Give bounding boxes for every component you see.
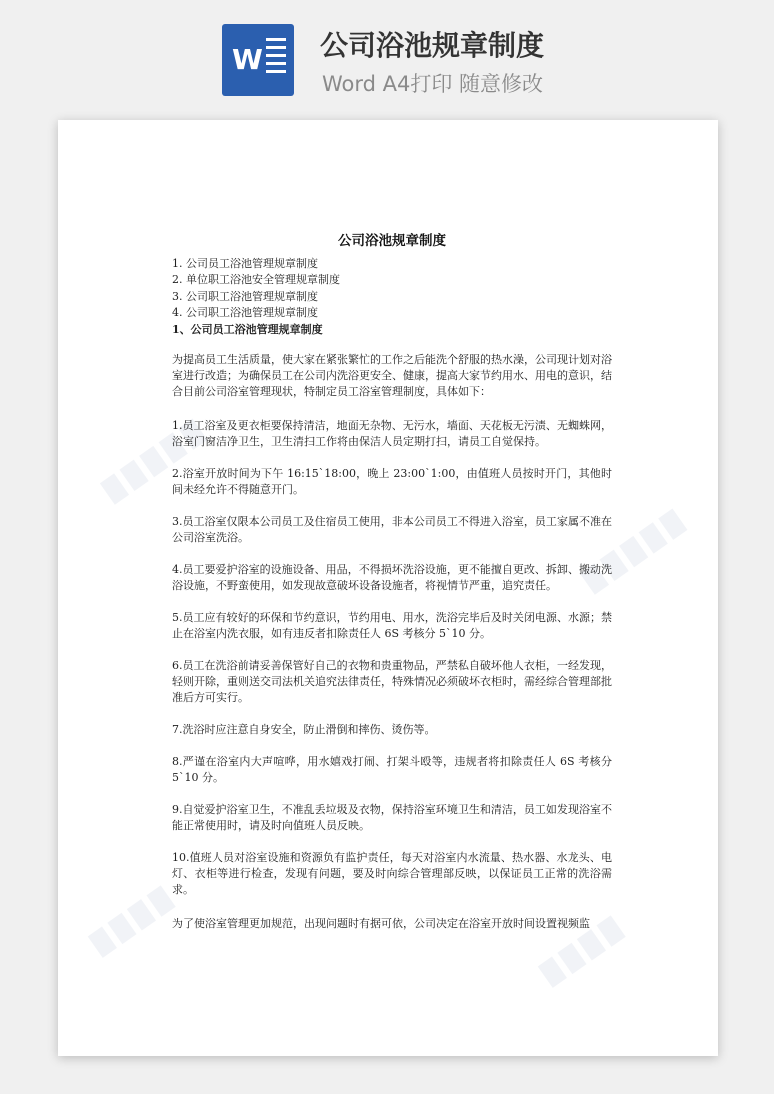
watermark-graphic: █ █ █ █ <box>538 916 626 989</box>
toc-item: 1. 公司员工浴池管理规章制度 <box>172 257 318 270</box>
document-page <box>58 120 718 1056</box>
toc-item: 4. 公司职工浴池管理规章制度 <box>172 306 318 320</box>
rule-paragraph: 1.员工浴室及更衣柜要保持清洁，地面无杂物、无污水，墙面、天花板无污渍、无蜘蛛网，浴室门窗洁净卫生，卫生清扫工作将由保洁人员定期打扫，请员工自觉保持。 <box>172 419 612 448</box>
watermark-graphic: █ █ █ █ <box>88 886 176 959</box>
rule-paragraph: 10.值班人员对浴室设施和资源负有监护责任，每天对浴室内水流量、热水器、水龙头、电灯、衣柜等进行检查，发现有问题，要及时向综合管理部反映，以保证员工正常的洗浴需求。 <box>172 851 612 896</box>
intro-paragraph: 为提高员工生活质量，使大家在紧张繁忙的工作之后能洗个舒服的热水澡，公司现计划对浴室进行改造；为确保员工在公司内洗浴更安全、健康，提高大家节约用水、用电的意识，结合目前公司浴室管理现状，特制定员工浴室管理制度，具体如下： <box>172 353 612 398</box>
watermark-graphic: █ █ █ █ █ <box>101 419 208 506</box>
rule-paragraph: 3.员工浴室仅限本公司员工及住宿员工使用，非本公司员工不得进入浴室，员工家属不准在公司浴室洗浴。 <box>172 515 612 544</box>
document-title: 公司浴池规章制度 <box>320 29 545 62</box>
section-heading: 1、公司员工浴池管理规章制度 <box>172 322 323 336</box>
document-lines-icon <box>266 38 286 78</box>
rule-paragraph: 9.自觉爱护浴室卫生，不准乱丢垃圾及衣物，保持浴室环境卫生和清洁，员工如发现浴室不能正常使用时，请及时向值班人员反映。 <box>172 803 612 832</box>
rule-paragraph: 8.严谨在浴室内大声喧哗，用水嬉戏打闹、打架斗殴等，违规者将扣除责任人 6S 考核分 5`10 分。 <box>172 755 612 784</box>
rule-paragraph: 4.员工要爱护浴室的设施设备、用品，不得损坏洗浴设施，更不能擅自更改、拆卸、搬动洗浴设施，不野蛮使用，如发现故意破坏设备设施者，将视情节严重，追究责任。 <box>172 563 612 592</box>
preview-header <box>0 0 774 118</box>
watermark-graphic: █ █ █ █ █ <box>581 509 688 596</box>
toc-item: 3. 公司职工浴池管理规章制度 <box>172 289 318 303</box>
rule-paragraph: 5.员工应有较好的环保和节约意识，节约用电、用水，洗浴完毕后及时关闭电源、水源；禁止在浴室内洗衣服，如有违反者扣除责任人 6S 考核分 5`10 分。 <box>172 611 612 640</box>
word-logo-letter: W <box>232 43 263 76</box>
word-document-icon <box>222 24 294 96</box>
rule-paragraph: 2.浴室开放时间为下午 16:15`18:00，晚上 23:00`1:00，由值班人员按时开门，其他时间未经允许不得随意开门。 <box>172 467 612 496</box>
page-heading: 公司浴池规章制度 <box>338 233 446 249</box>
table-of-contents <box>172 256 612 338</box>
rule-paragraph: 7.洗浴时应注意自身安全，防止滑倒和摔伤、烫伤等。 <box>172 723 436 736</box>
toc-item: 2. 单位职工浴池安全管理规章制度 <box>172 273 340 287</box>
document-subtitle: Word A4打印 随意修改 <box>322 72 544 96</box>
closing-paragraph: 为了使浴室管理更加规范，出现问题时有据可依，公司决定在浴室开放时间设置视频监 <box>172 917 590 930</box>
rule-paragraph: 6.员工在洗浴前请妥善保管好自己的衣物和贵重物品，严禁私自破坏他人衣柜，一经发现，轻则开除，重则送交司法机关追究法律责任，特殊情况必须破坏衣柜时，需经综合管理部批准后方可实行。 <box>172 659 612 704</box>
